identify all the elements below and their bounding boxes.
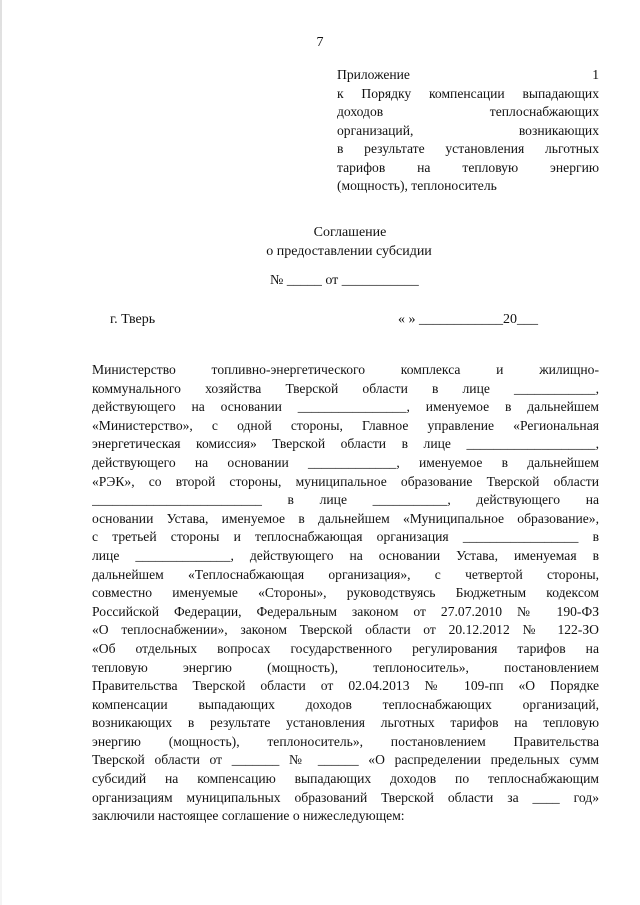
body-line: действующего на основании ________________, именуемое в дальнейшем <box>92 399 599 415</box>
body-line: организациям муниципальных образований Тверской области за ____ год» <box>92 789 599 805</box>
body-line: тепловую энергию (мощность), теплоноситель», постановлением <box>92 659 599 675</box>
appendix-header <box>337 66 599 196</box>
preamble-paragraph <box>92 361 599 826</box>
body-line: совместно именуемые «Стороны», руководствуясь Бюджетным кодексом <box>92 585 599 601</box>
scan-edge-shadow <box>0 0 2 905</box>
body-line: «РЭК», со второй стороны, муниципальное образование Тверской области <box>92 473 599 489</box>
body-line: энергию (мощность), теплоноситель», постановлением Правительства <box>92 733 599 749</box>
title-line: Соглашение <box>313 225 387 240</box>
appendix-line: тарифов на тепловую энергию <box>337 159 599 175</box>
body-line: субсидий на компенсацию выпадающих доходов по теплоснабжающим <box>92 771 599 787</box>
body-line: коммунального хозяйства Тверской области в лице ____________, <box>92 380 599 396</box>
body-line: «Министерство», с одной стороны, Главное управление «Региональная <box>92 417 599 433</box>
body-line: Правительства Тверской области от 02.04.2013 № 109-пп «О Порядке <box>92 678 599 694</box>
date-line: « » ____________20___ <box>398 312 538 327</box>
body-line: Российской Федерации, Федеральным законом от 27.07.2010 № 190-ФЗ <box>92 603 599 619</box>
appendix-line: (мощность), теплоноситель <box>337 178 497 193</box>
appendix-line: доходов теплоснабжающих <box>337 104 599 119</box>
body-line: заключили настоящее соглашение о нижеследующем: <box>92 808 405 824</box>
body-line: дальнейшем «Теплоснабжающая организация», с четвертой стороны, <box>92 566 599 582</box>
body-line: лице ______________, действующего на основании Устава, именуемая в <box>92 547 599 563</box>
subtitle-line: о предоставлении субсидии <box>266 244 432 259</box>
body-line: компенсации выпадающих доходов теплоснабжающих организаций, <box>92 696 599 712</box>
appendix-line: организаций, возникающих <box>337 122 599 138</box>
body-line: энергетическая комиссия» Тверской области в лице ___________________, <box>92 436 599 452</box>
body-line: Министерство топливно-энергетического комплекса и жилищно- <box>92 362 599 377</box>
body-line: «О теплоснабжении», законом Тверской области от 20.12.2012 № 122-ЗО <box>92 622 599 638</box>
agreement-number-line: № _____ от ___________ <box>270 273 419 288</box>
body-line: возникающих в результате установления льготных тарифов на тепловую <box>92 715 599 731</box>
body-line: «Об отдельных вопросах государственного регулирования тарифов на <box>92 640 599 656</box>
appendix-line: к Порядку компенсации выпадающих <box>337 85 599 101</box>
body-line: действующего на основании _____________, именуемое в дальнейшем <box>92 454 599 470</box>
city: г. Тверь <box>110 312 156 327</box>
appendix-line: в результате установления льготных <box>337 141 599 156</box>
body-line: Тверской области от _______ № ______ «О распределении предельных сумм <box>92 752 599 768</box>
body-line: _________________________ в лице ___________, действующего на <box>92 492 599 508</box>
body-line: с третьей стороны и теплоснабжающая организация _________________ в <box>92 529 599 545</box>
page-number: 7 <box>316 35 324 50</box>
body-line: основании Устава, именуемое в дальнейшем «Муниципальное образование», <box>92 510 599 526</box>
document-title <box>0 223 640 261</box>
appendix-line: Приложение 1 <box>337 67 599 82</box>
